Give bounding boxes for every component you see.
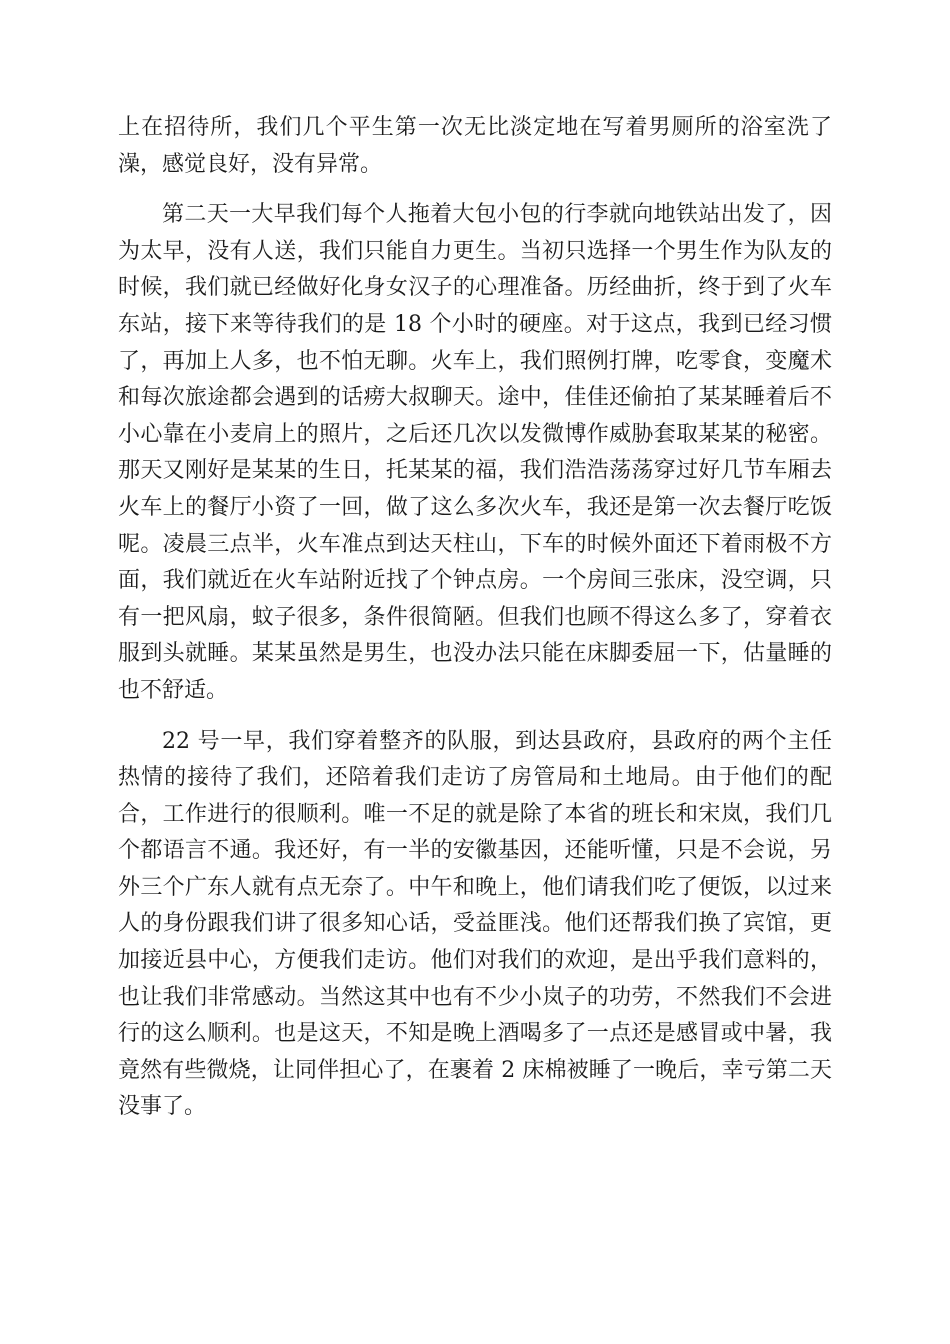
paragraph-1: 上在招待所，我们几个平生第一次无比淡定地在写着男厕所的浴室洗了澡，感觉良好，没有异常。 (118, 115, 832, 177)
paragraph-3: 22 号一早，我们穿着整齐的队服，到达县政府，县政府的两个主任热情的接待了我们，还陪着我们走访了房管局和土地局。由于他们的配合，工作进行的很顺利。唯一不足的就是除了本省的班长和宋岚，我们几个都语言不通。我还好，有一半的安徽基因，还能听懂，只是不会说，另外三个广东人就有点无奈了。中午和晚上，他们请我们吃了便饭，以过来人的身份跟我们讲了很多知心话，受益匪浅。他们还帮我们换了宾馆，更加接近县中心，方便我们走访。他们对我们的欢迎，是出乎我们意料的，也让我们非常感动。当然这其中也有不少小岚子的功劳，不然我们不会进行的这么顺利。也是这天，不知是晚上酒喝多了一点还是感冒或中暑，我竟然有些微烧，让同伴担心了，在裹着 2 床棉被睡了一晚后，幸亏第二天没事了。 (118, 728, 832, 1120)
paragraph-2: 第二天一大早我们每个人拖着大包小包的行李就向地铁站出发了，因为太早，没有人送，我们只能自力更生。当初只选择一个男生作为队友的时候，我们就已经做好化身女汉子的心理准备。历经曲折，终于到了火车东站，接下来等待我们的是 18 个小时的硬座。对于这点，我到已经习惯了，再加上人多，也不怕无聊。火车上，我们照例打牌，吃零食，变魔术和每次旅途都会遇到的话痨大叔聊天。途中，佳佳还偷拍了某某睡着后不小心靠在小麦肩上的照片，之后还几次以发微博作威胁套取某某的秘密。那天又刚好是某某的生日，托某某的福，我们浩浩荡荡穿过好几节车厢去火车上的餐厅小资了一回，做了这么多次火车，我还是第一次去餐厅吃饭呢。凌晨三点半，火车准点到达天柱山，下车的时候外面还下着雨极不方面，我们就近在火车站附近找了个钟点房。一个房间三张床，没空调，只有一把风扇，蚊子很多，条件很简陋。但我们也顾不得这么多了，穿着衣服到头就睡。某某虽然是男生，也没办法只能在床脚委屈一下，估量睡的也不舒适。 (118, 202, 832, 703)
document-body (118, 110, 832, 1126)
